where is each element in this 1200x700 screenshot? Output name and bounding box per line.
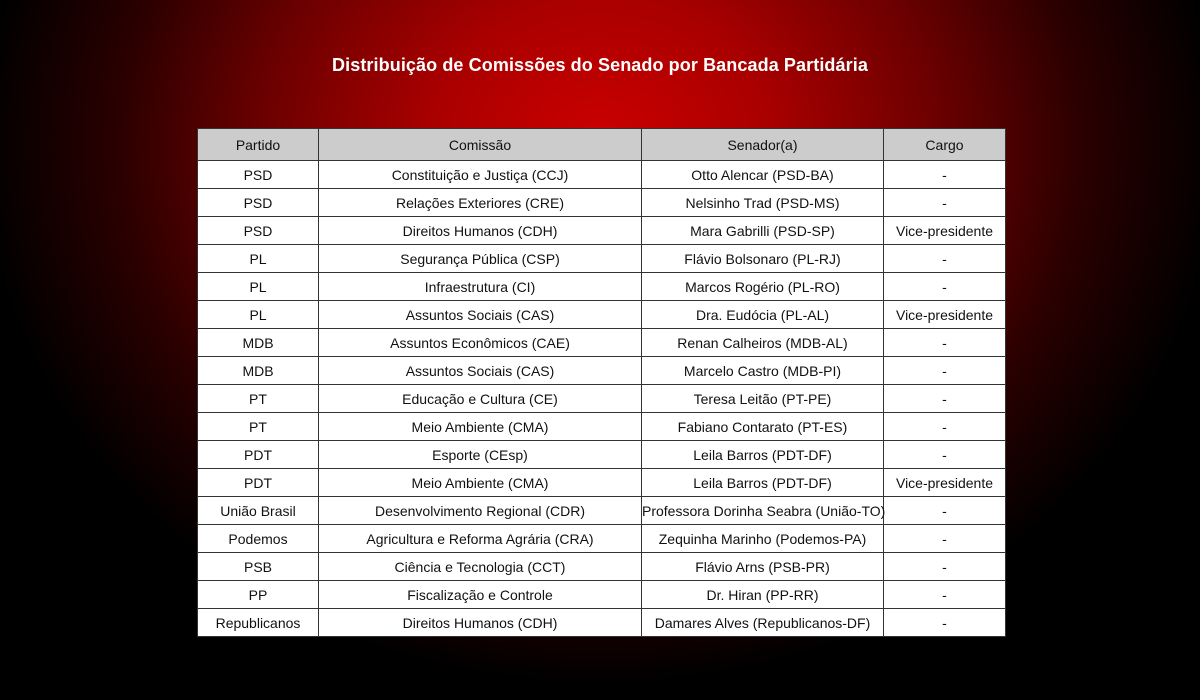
cell-comissao: Direitos Humanos (CDH) <box>319 217 642 245</box>
table-row <box>198 469 1006 497</box>
cell-senador: Mara Gabrilli (PSD-SP) <box>642 217 884 245</box>
cell-partido: PSD <box>198 189 319 217</box>
table-row <box>198 301 1006 329</box>
cell-cargo: - <box>884 553 1006 581</box>
cell-comissao: Agricultura e Reforma Agrária (CRA) <box>319 525 642 553</box>
cell-cargo: Vice-presidente <box>884 217 1006 245</box>
cell-cargo: - <box>884 329 1006 357</box>
cell-cargo: - <box>884 385 1006 413</box>
cell-comissao: Meio Ambiente (CMA) <box>319 413 642 441</box>
cell-senador: Flávio Bolsonaro (PL-RJ) <box>642 245 884 273</box>
cell-partido: União Brasil <box>198 497 319 525</box>
table-row <box>198 161 1006 189</box>
cell-senador: Leila Barros (PDT-DF) <box>642 469 884 497</box>
cell-senador: Renan Calheiros (MDB-AL) <box>642 329 884 357</box>
cell-partido: PDT <box>198 469 319 497</box>
cell-partido: Podemos <box>198 525 319 553</box>
cell-comissao: Fiscalização e Controle <box>319 581 642 609</box>
header-senador: Senador(a) <box>642 129 884 161</box>
cell-senador: Damares Alves (Republicanos-DF) <box>642 609 884 637</box>
cell-senador: Fabiano Contarato (PT-ES) <box>642 413 884 441</box>
table-container <box>197 128 1005 637</box>
cell-partido: PT <box>198 385 319 413</box>
cell-senador: Professora Dorinha Seabra (União-TO) <box>642 497 884 525</box>
cell-cargo: - <box>884 357 1006 385</box>
cell-cargo: - <box>884 245 1006 273</box>
cell-partido: PSD <box>198 217 319 245</box>
cell-comissao: Segurança Pública (CSP) <box>319 245 642 273</box>
cell-partido: PSD <box>198 161 319 189</box>
cell-comissao: Relações Exteriores (CRE) <box>319 189 642 217</box>
cell-comissao: Educação e Cultura (CE) <box>319 385 642 413</box>
cell-senador: Marcos Rogério (PL-RO) <box>642 273 884 301</box>
cell-partido: PT <box>198 413 319 441</box>
cell-cargo: - <box>884 189 1006 217</box>
cell-comissao: Infraestrutura (CI) <box>319 273 642 301</box>
cell-comissao: Assuntos Econômicos (CAE) <box>319 329 642 357</box>
table-row <box>198 525 1006 553</box>
cell-senador: Marcelo Castro (MDB-PI) <box>642 357 884 385</box>
cell-senador: Otto Alencar (PSD-BA) <box>642 161 884 189</box>
header-cargo: Cargo <box>884 129 1006 161</box>
cell-partido: PL <box>198 245 319 273</box>
table-row <box>198 329 1006 357</box>
cell-cargo: - <box>884 273 1006 301</box>
cell-partido: PP <box>198 581 319 609</box>
table-row <box>198 245 1006 273</box>
header-comissao: Comissão <box>319 129 642 161</box>
cell-comissao: Desenvolvimento Regional (CDR) <box>319 497 642 525</box>
table-row <box>198 581 1006 609</box>
cell-senador: Leila Barros (PDT-DF) <box>642 441 884 469</box>
cell-comissao: Assuntos Sociais (CAS) <box>319 301 642 329</box>
cell-partido: MDB <box>198 329 319 357</box>
header-partido: Partido <box>198 129 319 161</box>
cell-comissao: Ciência e Tecnologia (CCT) <box>319 553 642 581</box>
cell-comissao: Assuntos Sociais (CAS) <box>319 357 642 385</box>
cell-partido: PSB <box>198 553 319 581</box>
table-row <box>198 189 1006 217</box>
cell-senador: Teresa Leitão (PT-PE) <box>642 385 884 413</box>
table-body <box>198 161 1006 637</box>
table-row <box>198 273 1006 301</box>
table-row <box>198 357 1006 385</box>
cell-partido: MDB <box>198 357 319 385</box>
cell-senador: Dr. Hiran (PP-RR) <box>642 581 884 609</box>
cell-senador: Flávio Arns (PSB-PR) <box>642 553 884 581</box>
table-row <box>198 385 1006 413</box>
cell-cargo: - <box>884 581 1006 609</box>
cell-senador: Dra. Eudócia (PL-AL) <box>642 301 884 329</box>
cell-comissao: Esporte (CEsp) <box>319 441 642 469</box>
cell-cargo: - <box>884 609 1006 637</box>
cell-comissao: Direitos Humanos (CDH) <box>319 609 642 637</box>
cell-cargo: - <box>884 413 1006 441</box>
cell-partido: Republicanos <box>198 609 319 637</box>
cell-cargo: - <box>884 441 1006 469</box>
table-row <box>198 413 1006 441</box>
table-header <box>198 129 1006 161</box>
table-row <box>198 609 1006 637</box>
cell-cargo: - <box>884 497 1006 525</box>
cell-partido: PL <box>198 301 319 329</box>
cell-partido: PDT <box>198 441 319 469</box>
cell-comissao: Constituição e Justiça (CCJ) <box>319 161 642 189</box>
cell-senador: Nelsinho Trad (PSD-MS) <box>642 189 884 217</box>
cell-cargo: Vice-presidente <box>884 469 1006 497</box>
table-row <box>198 217 1006 245</box>
committee-table <box>197 128 1006 637</box>
table-row <box>198 441 1006 469</box>
cell-cargo: - <box>884 525 1006 553</box>
cell-partido: PL <box>198 273 319 301</box>
table-row <box>198 553 1006 581</box>
cell-cargo: - <box>884 161 1006 189</box>
chart-title: Distribuição de Comissões do Senado por Bancada Partidária <box>332 55 868 75</box>
cell-comissao: Meio Ambiente (CMA) <box>319 469 642 497</box>
cell-senador: Zequinha Marinho (Podemos-PA) <box>642 525 884 553</box>
table-row <box>198 497 1006 525</box>
cell-cargo: Vice-presidente <box>884 301 1006 329</box>
header-row <box>198 129 1006 161</box>
